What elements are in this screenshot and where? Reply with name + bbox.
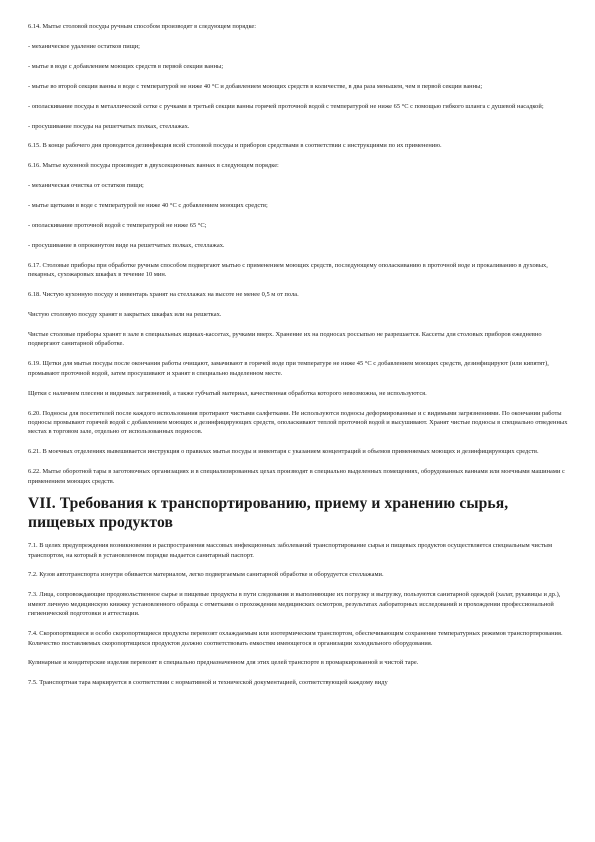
- paragraph: 6.18. Чистую кухонную посуду и инвентарь хранят на стеллажах на высоте не менее 0,5 м от пола.: [28, 291, 299, 299]
- list-item: - мытье во второй секции ванны в воде с температурой не ниже 40 °С и добавлением моющих средств в количестве, в два раза меньшем, чем в первой секции ванны;: [28, 82, 483, 90]
- list-item: - ополаскивание посуды в металлической сетке с ручками в третьей секции ванны горячей проточной водой с температурой не ниже 65 °С с помощью гибкого шланга с душевой насадкой;: [28, 102, 544, 110]
- paragraph: 7.2. Кузов автотранспорта изнутри обивается материалом, легко подвергаемым санитарной обработке и оборудуется стеллажами.: [28, 571, 384, 579]
- paragraph: 6.15. В конце рабочего дня проводится дезинфекция всей столовой посуды и приборов средствами в соответствии с инструкциями по их применению.: [28, 142, 442, 150]
- paragraph: Щетки с наличием плесени и видимых загрязнений, а также губчатый материал, качественная обработка которого невозможна, не используются.: [28, 389, 427, 397]
- paragraph: 7.4. Скоропортящиеся и особо скоропортящиеся продукты перевозят охлаждаемым или изотермическим транспортом, обеспечивающим сохранение температурных режимов транспортирования. Количество поставляемых скоропортящихся продуктов должно соответствовать емкостям имеющегося в организации холодильного оборудования.: [28, 630, 563, 647]
- list-item: - механическое удаление остатков пищи;: [28, 42, 140, 50]
- paragraph: 6.19. Щетки для мытья посуды после окончания работы очищают, замачивают в горячей воде при температуре не ниже 45 °С с добавлением моющих средств, дезинфицируют (или кипятят), промывают проточной водой, затем просушивают и хранят в специально выделенном месте.: [28, 360, 549, 377]
- paragraph: 6.17. Столовые приборы при обработке ручным способом подвергают мытью с применением моющих средств, последующему ополаскиванию в проточной воде и прокаливанию в духовых, пекарных, сухожаровых шкафах в течение 10 мин.: [28, 261, 548, 279]
- document-page: [28, 22, 568, 698]
- paragraph: 7.3. Лица, сопровождающие продовольственное сырье и пищевые продукты в пути следования и выполняющие их погрузку и выгрузку, пользуются санитарной одеждой (халат, рукавицы и др.), имеют личную медицинскую книжку установленного образца с отметками о прохождении медицинских осмотров, результатах лабораторных исследований и прохождении профессиональной гигиенической подготовки и аттестации.: [28, 591, 561, 618]
- paragraph: 6.22. Мытье оборотной тары в заготовочных организациях и в специализированных цехах производят в специально выделенных помещениях, оборудованных ваннами или моечными машинами с применением моющих средств.: [28, 468, 565, 485]
- list-item: - мытье щетками в воде с температурой не ниже 40 °С с добавлением моющих средств;: [28, 202, 268, 210]
- paragraph: Чистые столовые приборы хранят в зале в специальных ящиках-кассетах, ручками вверх. Хранение их на подносах россыпью не разрешается. Кассеты для столовых приборов ежедневно подвергают санитарной обработке.: [28, 331, 542, 348]
- list-item: - просушивание в опрокинутом виде на решетчатых полках, стеллажах.: [28, 241, 225, 249]
- section-heading: VII. Требования к транспортированию, приему и хранению сырья, пищевых продуктов: [28, 495, 509, 531]
- list-item: - просушивание посуды на решетчатых полках, стеллажах.: [28, 122, 190, 130]
- paragraph: 6.16. Мытье кухонной посуды производят в двухсекционных ваннах в следующем порядке:: [28, 162, 279, 170]
- paragraph: 6.21. В моечных отделениях вывешивается инструкция о правилах мытья посуды и инвентаря с указанием концентраций и объемов применяемых моющих и дезинфицирующих средств.: [28, 448, 539, 456]
- list-item: - мытье в воде с добавлением моющих средств в первой секции ванны;: [28, 62, 224, 70]
- paragraph: 6.20. Подносы для посетителей после каждого использования протирают чистыми салфетками. Не используются подносы деформированные и с видимыми загрязнениями. По окончании работы подносы промывают горячей водой с добавлением моющих и дезинфицирующих средств, ополаскивают теплой проточной водой и высушивают. Хранят чистые подносы в специально отведенных местах в торговом зале, отдельно от использованных подносов.: [28, 409, 568, 436]
- paragraph: 7.1. В целях предупреждения возникновения и распространения массовых инфекционных заболеваний транспортирование сырья и пищевых продуктов осуществляется специальным чистым транспортом, на который в установленном порядке выдается санитарный паспорт.: [28, 542, 553, 559]
- paragraph: 7.5. Транспортная тара маркируется в соответствии с нормативной и технической документацией, соответствующей каждому виду: [28, 679, 388, 687]
- paragraph: 6.14. Мытье столовой посуды ручным способом производят в следующем порядке:: [28, 23, 257, 30]
- paragraph: Чистую столовую посуду хранят в закрытых шкафах или на решетках.: [28, 311, 222, 319]
- paragraph: Кулинарные и кондитерские изделия перевозят в специально предназначенном для этих целей транспорте в промаркированной и чистой таре.: [28, 659, 419, 667]
- list-item: - механическая очистка от остатков пищи;: [28, 182, 144, 190]
- list-item: - ополаскивание проточной водой с температурой не ниже 65 °С;: [28, 222, 207, 230]
